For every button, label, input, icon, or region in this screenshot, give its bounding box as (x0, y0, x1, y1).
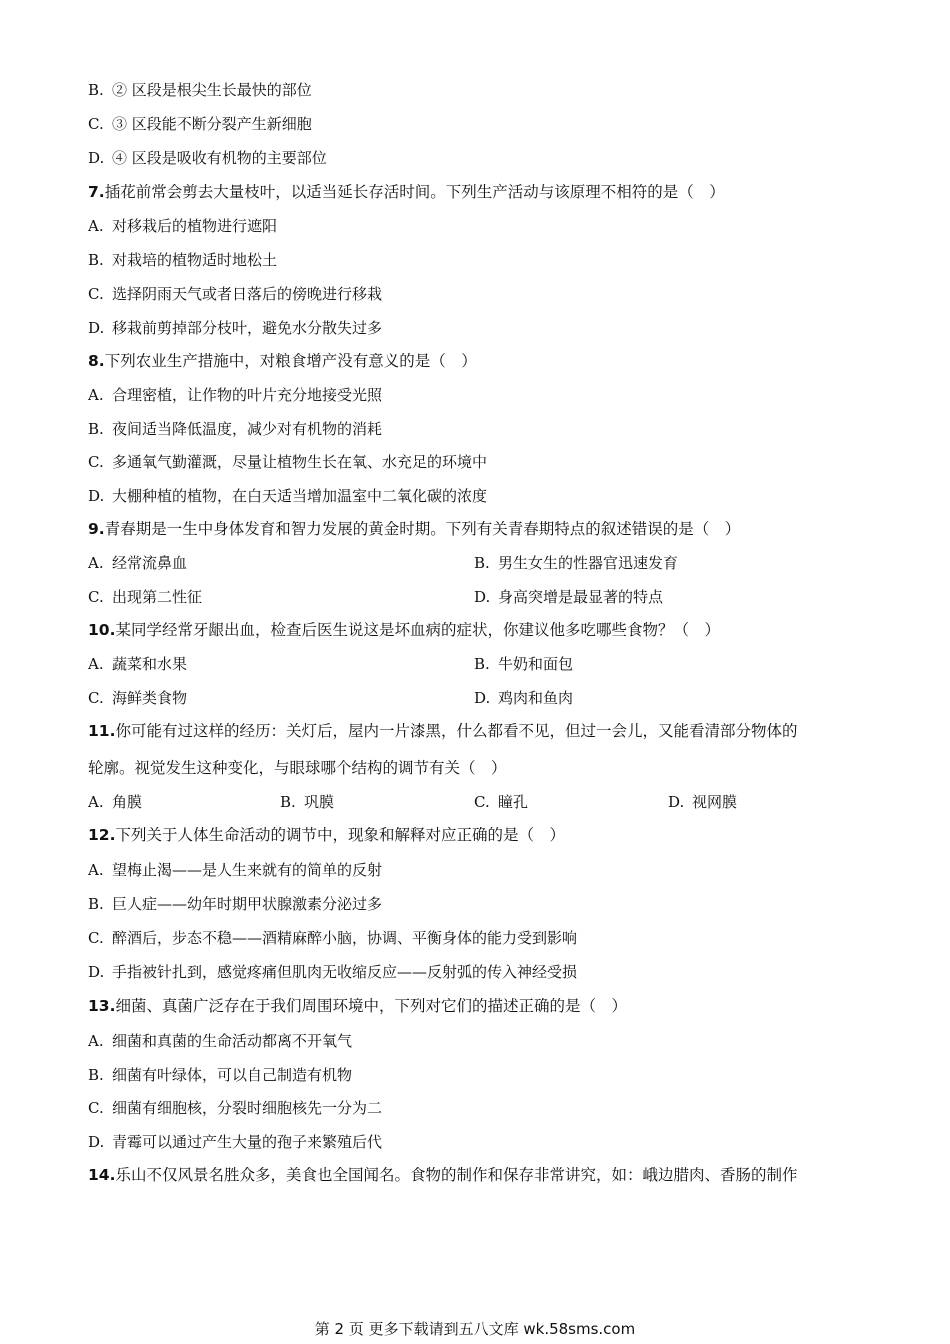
question-13 (88, 996, 627, 1016)
option-label: D. (88, 963, 105, 981)
option-label: B. (474, 655, 490, 673)
option-text: 望梅止渴——是人生来就有的简单的反射 (112, 861, 383, 879)
option-label: B. (88, 81, 104, 99)
question-14 (88, 1165, 797, 1185)
option-text: 合理密植，让作物的叶片充分地接受光照 (112, 386, 383, 404)
option-label: C. (88, 689, 104, 707)
option-label: D. (88, 1133, 105, 1151)
option-label: C. (88, 1099, 104, 1117)
option-text: 对栽培的植物适时地松土 (112, 251, 278, 269)
q10-option-d (474, 688, 573, 708)
option-text: 选择阴雨天气或者日落后的傍晚进行移栽 (112, 285, 383, 303)
q9-option-a (88, 553, 187, 573)
question-10 (88, 620, 720, 640)
option-label: D. (474, 588, 491, 606)
option-text: 鸡肉和鱼肉 (498, 689, 574, 707)
q7-option-b (88, 250, 277, 270)
q8-option-a (88, 385, 382, 405)
option-text: 瞳孔 (498, 793, 529, 811)
question-number: 9. (88, 520, 105, 538)
option-text: 细菌有叶绿体，可以自己制造有机物 (112, 1066, 353, 1084)
option-text: ④ 区段是吸收有机物的主要部位 (112, 149, 327, 167)
question-number: 13. (88, 997, 116, 1015)
q6-option-b (88, 80, 312, 100)
option-label: B. (474, 554, 490, 572)
q8-option-d (88, 486, 487, 506)
q11-option-a (88, 792, 142, 812)
option-label: B. (88, 420, 104, 438)
option-text: 蔬菜和水果 (112, 655, 188, 673)
q12-option-b (88, 894, 382, 914)
option-label: C. (88, 285, 104, 303)
question-9 (88, 519, 740, 539)
option-label: D. (474, 689, 491, 707)
option-label: B. (88, 251, 104, 269)
option-label: B. (88, 895, 104, 913)
q6-option-c (88, 114, 312, 134)
option-label: C. (88, 453, 104, 471)
option-label: B. (88, 1066, 104, 1084)
question-text: 插花前常会剪去大量枝叶，以适当延长存活时间。下列生产活动与该原理不相符的是（ ） (104, 183, 725, 201)
question-text: 轮廓。视觉发生这种变化，与眼球哪个结构的调节有关（ ） (88, 759, 507, 777)
question-text: 细菌、真菌广泛存在于我们周围环境中，下列对它们的描述正确的是（ ） (115, 997, 627, 1015)
option-label: A. (88, 655, 104, 673)
q10-option-b (474, 654, 573, 674)
option-text: 牛奶和面包 (498, 655, 574, 673)
q11-option-c (474, 792, 528, 812)
option-text: 对移栽后的植物进行遮阳 (112, 217, 278, 235)
q10-option-c (88, 688, 187, 708)
option-text: 男生女生的性器官迅速发育 (498, 554, 679, 572)
option-label: C. (88, 929, 104, 947)
question-number: 14. (88, 1166, 116, 1184)
q11-option-b (280, 792, 334, 812)
question-8 (88, 351, 477, 371)
question-11-continued (88, 758, 507, 778)
question-12 (88, 825, 565, 845)
option-label: C. (88, 588, 104, 606)
q13-option-b (88, 1065, 352, 1085)
option-text: 巩膜 (304, 793, 335, 811)
option-label: A. (88, 554, 104, 572)
option-text: 细菌和真菌的生命活动都离不开氧气 (112, 1032, 353, 1050)
option-text: 细菌有细胞核，分裂时细胞核先一分为二 (112, 1099, 383, 1117)
option-text: 大棚种植的植物，在白天适当增加温室中二氧化碳的浓度 (112, 487, 488, 505)
option-text: 身高突增是最显著的特点 (498, 588, 664, 606)
question-number: 7. (88, 183, 105, 201)
option-text: 视网膜 (692, 793, 738, 811)
option-label: D. (88, 319, 105, 337)
option-label: D. (88, 487, 105, 505)
option-label: D. (668, 793, 685, 811)
option-text: 醉酒后，步态不稳——酒精麻醉小脑，协调、平衡身体的能力受到影响 (112, 929, 578, 947)
page-footer: 第 2 页 更多下载请到五八文库 wk.58sms.com (314, 1320, 636, 1338)
q13-option-a (88, 1031, 352, 1051)
option-text: ③ 区段能不断分裂产生新细胞 (112, 115, 312, 133)
option-text: 多通氧气勤灌溉，尽量让植物生长在氧、水充足的环境中 (112, 453, 488, 471)
option-text: 巨人症——幼年时期甲状腺激素分泌过多 (112, 895, 383, 913)
option-label: C. (474, 793, 490, 811)
option-label: A. (88, 861, 104, 879)
q12-option-d (88, 962, 577, 982)
option-text: 角膜 (112, 793, 143, 811)
q13-option-d (88, 1132, 382, 1152)
question-11 (88, 721, 797, 741)
q9-option-b (474, 553, 678, 573)
option-text: 夜间适当降低温度，减少对有机物的消耗 (112, 420, 383, 438)
option-text: 移栽前剪掉部分枝叶，避免水分散失过多 (112, 319, 383, 337)
question-number: 11. (88, 722, 116, 740)
option-label: D. (88, 149, 105, 167)
q12-option-a (88, 860, 382, 880)
q13-option-c (88, 1098, 382, 1118)
option-label: A. (88, 386, 104, 404)
q7-option-a (88, 216, 277, 236)
q9-option-d (474, 587, 663, 607)
q7-option-c (88, 284, 382, 304)
q10-option-a (88, 654, 187, 674)
option-text: 青霉可以通过产生大量的孢子来繁殖后代 (112, 1133, 383, 1151)
option-text: 出现第二性征 (112, 588, 203, 606)
q9-option-c (88, 587, 202, 607)
q6-option-d (88, 148, 327, 168)
question-7 (88, 182, 725, 202)
option-text: ② 区段是根尖生长最快的部位 (112, 81, 312, 99)
option-label: A. (88, 1032, 104, 1050)
option-label: A. (88, 217, 104, 235)
option-text: 手指被针扎到，感觉疼痛但肌肉无收缩反应——反射弧的传入神经受损 (112, 963, 578, 981)
option-text: 海鲜类食物 (112, 689, 188, 707)
question-text: 你可能有过这样的经历：关灯后，屋内一片漆黑，什么都看不见，但过一会儿，又能看清部分物体的 (115, 722, 798, 740)
question-number: 12. (88, 826, 116, 844)
question-number: 8. (88, 352, 105, 370)
option-text: 经常流鼻血 (112, 554, 188, 572)
question-text: 青春期是一生中身体发育和智力发展的黄金时期。下列有关青春期特点的叙述错误的是（ ） (104, 520, 741, 538)
option-label: B. (280, 793, 296, 811)
question-text: 下列关于人体生命活动的调节中，现象和解释对应正确的是（ ） (115, 826, 565, 844)
q8-option-c (88, 452, 487, 472)
q8-option-b (88, 419, 382, 439)
question-text: 乐山不仅风景名胜众多，美食也全国闻名。食物的制作和保存非常讲究，如：峨边腊肉、香肠的制作 (115, 1166, 798, 1184)
question-text: 某同学经常牙龈出血，检查后医生说这是坏血病的症状，你建议他多吃哪些食物？（ ） (115, 621, 720, 639)
question-number: 10. (88, 621, 116, 639)
q7-option-d (88, 318, 382, 338)
option-label: A. (88, 793, 104, 811)
q11-option-d (668, 792, 737, 812)
option-label: C. (88, 115, 104, 133)
question-text: 下列农业生产措施中，对粮食增产没有意义的是（ ） (104, 352, 477, 370)
q12-option-c (88, 928, 577, 948)
